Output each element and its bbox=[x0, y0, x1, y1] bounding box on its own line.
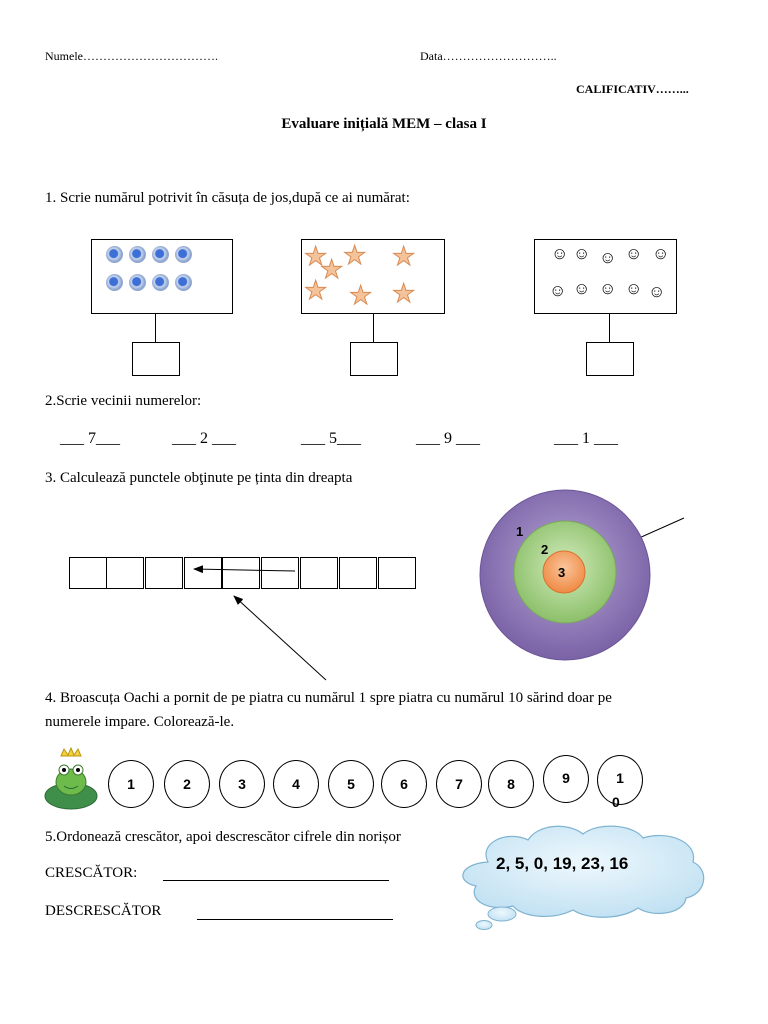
stone-1[interactable]: 1 bbox=[108, 760, 154, 808]
smiley-icon: ☺ bbox=[599, 279, 617, 298]
ascending-label: CRESCĂTOR: bbox=[45, 865, 138, 881]
number-cloud bbox=[448, 822, 712, 932]
cloud-numbers: 2, 5, 0, 19, 23, 16 bbox=[496, 854, 629, 873]
stone-2[interactable]: 2 bbox=[164, 760, 210, 808]
star-icon: ★ bbox=[392, 242, 416, 271]
stone-10-digit-2: 0 bbox=[612, 794, 620, 810]
stone-5[interactable]: 5 bbox=[328, 760, 374, 808]
ascending-answer-line[interactable] bbox=[163, 880, 389, 881]
grade-label: CALIFICATIV……... bbox=[576, 82, 689, 96]
ex4-instruction-line2: numerele impare. Colorează-le. bbox=[45, 714, 235, 730]
smiley-icon: ☺ bbox=[625, 279, 643, 298]
ex3-instruction: 3. Calculează punctele obţinute pe ținta din dreapta bbox=[45, 470, 353, 486]
neighbors-item[interactable]: ___ 9 ___ bbox=[416, 430, 480, 447]
smiley-icon: ☺ bbox=[573, 244, 591, 263]
ring-label-1: 1 bbox=[516, 524, 524, 539]
ex2-instruction: 2.Scrie vecinii numerelor: bbox=[45, 393, 202, 409]
smiley-icon: ☺ bbox=[599, 248, 617, 267]
star-icon: ★ bbox=[304, 276, 328, 305]
smiley-icon: ☺ bbox=[625, 244, 643, 263]
star-icon: ★ bbox=[349, 281, 373, 310]
neighbors-item[interactable]: ___ 5___ bbox=[301, 430, 361, 447]
ex1-instruction: 1. Scrie numărul potrivit în căsuța de jos,după ce ai numărat: bbox=[45, 190, 410, 206]
neighbors-item[interactable]: ___ 2 ___ bbox=[172, 430, 236, 447]
star-icon: ★ bbox=[320, 255, 344, 284]
ring-label-2: 2 bbox=[541, 542, 549, 557]
ring-label-3: 3 bbox=[558, 565, 566, 580]
star-icon: ★ bbox=[392, 279, 416, 308]
stone-9[interactable]: 9 bbox=[543, 755, 589, 803]
target-rings bbox=[478, 489, 654, 665]
ex5-instruction: 5.Ordonează crescător, apoi descrescător cifrele din norișor bbox=[45, 829, 401, 845]
descending-answer-line[interactable] bbox=[197, 919, 393, 920]
smiley-icon: ☺ bbox=[551, 244, 569, 263]
frog-icon bbox=[42, 746, 100, 812]
star-icon: ★ bbox=[343, 241, 367, 270]
stone-4[interactable]: 4 bbox=[273, 760, 319, 808]
star-icon: ★ bbox=[304, 242, 328, 271]
smiley-icon: ☺ bbox=[549, 281, 567, 300]
stone-10-digit-1: 1 bbox=[616, 770, 624, 786]
neighbors-item[interactable]: ___ 1 ___ bbox=[554, 430, 618, 447]
stone-8[interactable]: 8 bbox=[488, 760, 534, 808]
ex4-instruction-line1: 4. Broascuța Oachi a pornit de pe piatra cu numărul 1 spre piatra cu numărul 10 sărind doar pe bbox=[45, 690, 612, 706]
descending-label: DESCRESCĂTOR bbox=[45, 903, 162, 919]
stone-3[interactable]: 3 bbox=[219, 760, 265, 808]
neighbors-item[interactable]: ___ 7___ bbox=[60, 430, 120, 447]
pointer-arrow bbox=[234, 596, 326, 680]
smiley-icon: ☺ bbox=[573, 279, 591, 298]
stone-10[interactable] bbox=[597, 755, 643, 805]
stone-7[interactable]: 7 bbox=[436, 760, 482, 808]
name-field-label: Numele……………………………. bbox=[45, 49, 218, 63]
smiley-icon: ☺ bbox=[648, 282, 666, 301]
stone-6[interactable]: 6 bbox=[381, 760, 427, 808]
strip-arrow bbox=[194, 569, 295, 571]
smiley-icon: ☺ bbox=[652, 244, 670, 263]
date-field-label: Data……………………….. bbox=[420, 49, 557, 63]
page-title: Evaluare inițială MEM – clasa I bbox=[281, 116, 487, 132]
